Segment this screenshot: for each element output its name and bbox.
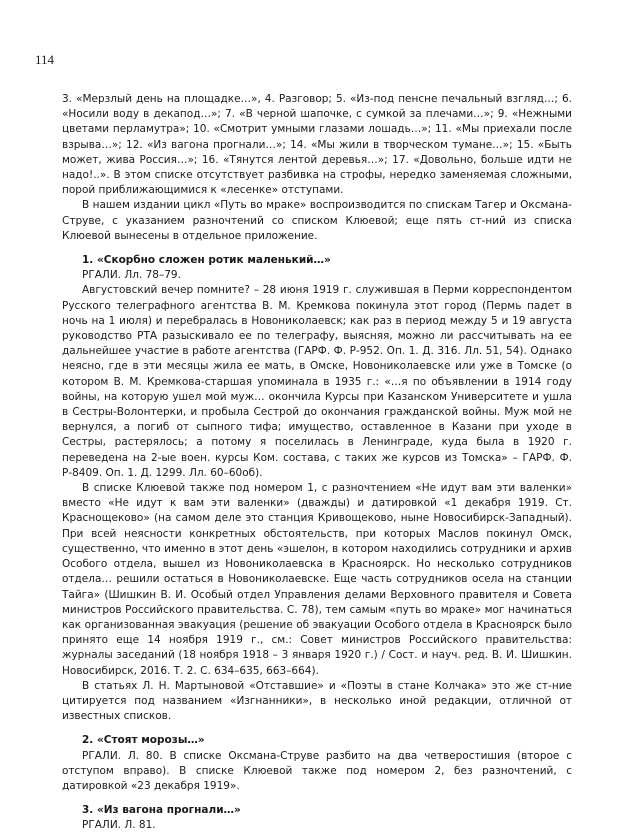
section-1-paragraph-3: В статьях Л. Н. Мартыновой «Отставшие» и «Поэты в стане Колчака» это же ст-ние цитируется под названием «Изгнанники», в несколько иной редакции, отличной от известных списков. [62,679,572,723]
list-paragraph: 3. «Мерзлый день на площадке…», 4. Разговор; 5. «Из-под пенсне печальный взгляд…; 6. «Носили воду в декапод…»; 7. «В черной шапочке, с сумкой за плечами…»; 9. «Нежными цветами перламутра»; 10. «Смотрит умными глазами лошадь…»; 11. «Мы приехали после взрыва…»; 12. «Из вагона прогнали…»; 14. «Мы жили в творческом тумане…»; 15. «Быть может, жива Россия…»; 16. «Тянутся лентой деревья…»; 17. «Довольно, больше идти не надо!..». В этом списке отсутствует разбивка на строфы, нередко заменяемая сложными, порой приближающимися к «лесенке» отступами. [62,93,572,197]
section-heading-3: 3. «Из вагона прогнали…» [82,804,241,817]
section-1-paragraph-2: В списке Клюевой также под номером 1, с разночтением «Не идут вам эти валенки» вместо «Не идут к вам эти валенки» (дважды) и датировкой «1 декабря 1919. Ст. Краснощеково» (на самом деле это станция Кривощеково, ныне Новосибирск-Западный). При всей неясности конкретных обстоятельств, при которых Маслов покинул Омск, существенно, что именно в этот день «эшелон, в котором находились сотрудники и архив Особого отдела, вышел из Новониколаевска в Красноярск. Но несколько сотрудников отдела… решили остаться в Новониколаевске. Еще часть сотрудников осела на станции Тайга» (Шишкин В. И. Особый отдел Управления делами Верховного правителя и Совета министров Российского правительства. С. 78), тем самым «путь во мраке» мог начинаться как организованная эвакуация (решение об эвакуации Особого отдела в Красноярск было принято еще 14 ноября 1919 г., см.: Совет министров Российского правительства: журналы заседаний (18 ноября 1918 – 3 января 1920 г.) / Сост. и науч. ред. В. И. Шишкин. Новосибирск, 2016. Т. 2. С. 634–635, 663–664). [62,482,572,677]
section-heading-1: 1. «Скорбно сложен ротик маленький…» [82,254,331,267]
section-2-paragraph: РГАЛИ. Л. 80. В списке Оксмана-Струве разбито на два четверостишия (второе с отступом вправо). В списке Клюевой также под номером 2, без разночтений, с датировкой «23 декабря 1919». [62,749,572,792]
section-3-source: РГАЛИ. Л. 81. [82,819,156,832]
section-1-paragraph-1: Августовский вечер помните? – 28 июня 1919 г. служившая в Перми корреспондентом Русского телеграфного агентства В. М. Кремкова покинула этот город (Пермь падет в ночь на 1 июля) и перебралась в Новониколаевск; как раз в период между 5 и 19 августа руководство РТА разыскивало ее по телеграфу, выясняя, можно ли рассчитывать на ее дальнейшее участие в работе агентства (ГАРФ. Ф. Р-952. Оп. 1. Д. 316. Лл. 51, 54). Однако неясно, где в эти месяцы жила ее мать, в Омске, Новониколаевске или уже в Томске (о котором В. М. Кремкова-старшая упоминала в 1935 г.: «…я по объявлении в 1914 году войны, на которую ушел мой муж… окончила Курсы при Казанском Университете и ушла в Сестры-Волонтерки, и пробыла Сестрой до окончания гражданской войны. Муж мой не вернулся, а погиб от сыпного тифа; имущество, оставленное в Казани при уходе в Сестры, растерялось; а потому я поселилась в Ленинграде, куда была в 1920 г. переведена на 2-ые воен. курсы Ком. состава, с таких же курсов из Томска» – ГАРФ. Ф. Р-8409. Оп. 1. Д. 1299. Лл. 60–60об). [62,284,572,479]
edition-note-paragraph: В нашем издании цикл «Путь во мраке» воспроизводится по спискам Тагер и Оксмана-Струве, с указанием разночтений со списком Клюевой; еще пять ст-ний из списка Клюевой вынесены в отдельное приложение. [62,199,572,242]
page-number: 114 [35,52,55,67]
section-heading-2: 2. «Стоят морозы…» [82,734,205,747]
section-1-source: РГАЛИ. Лл. 78–79. [82,269,181,282]
page-body [62,92,572,834]
